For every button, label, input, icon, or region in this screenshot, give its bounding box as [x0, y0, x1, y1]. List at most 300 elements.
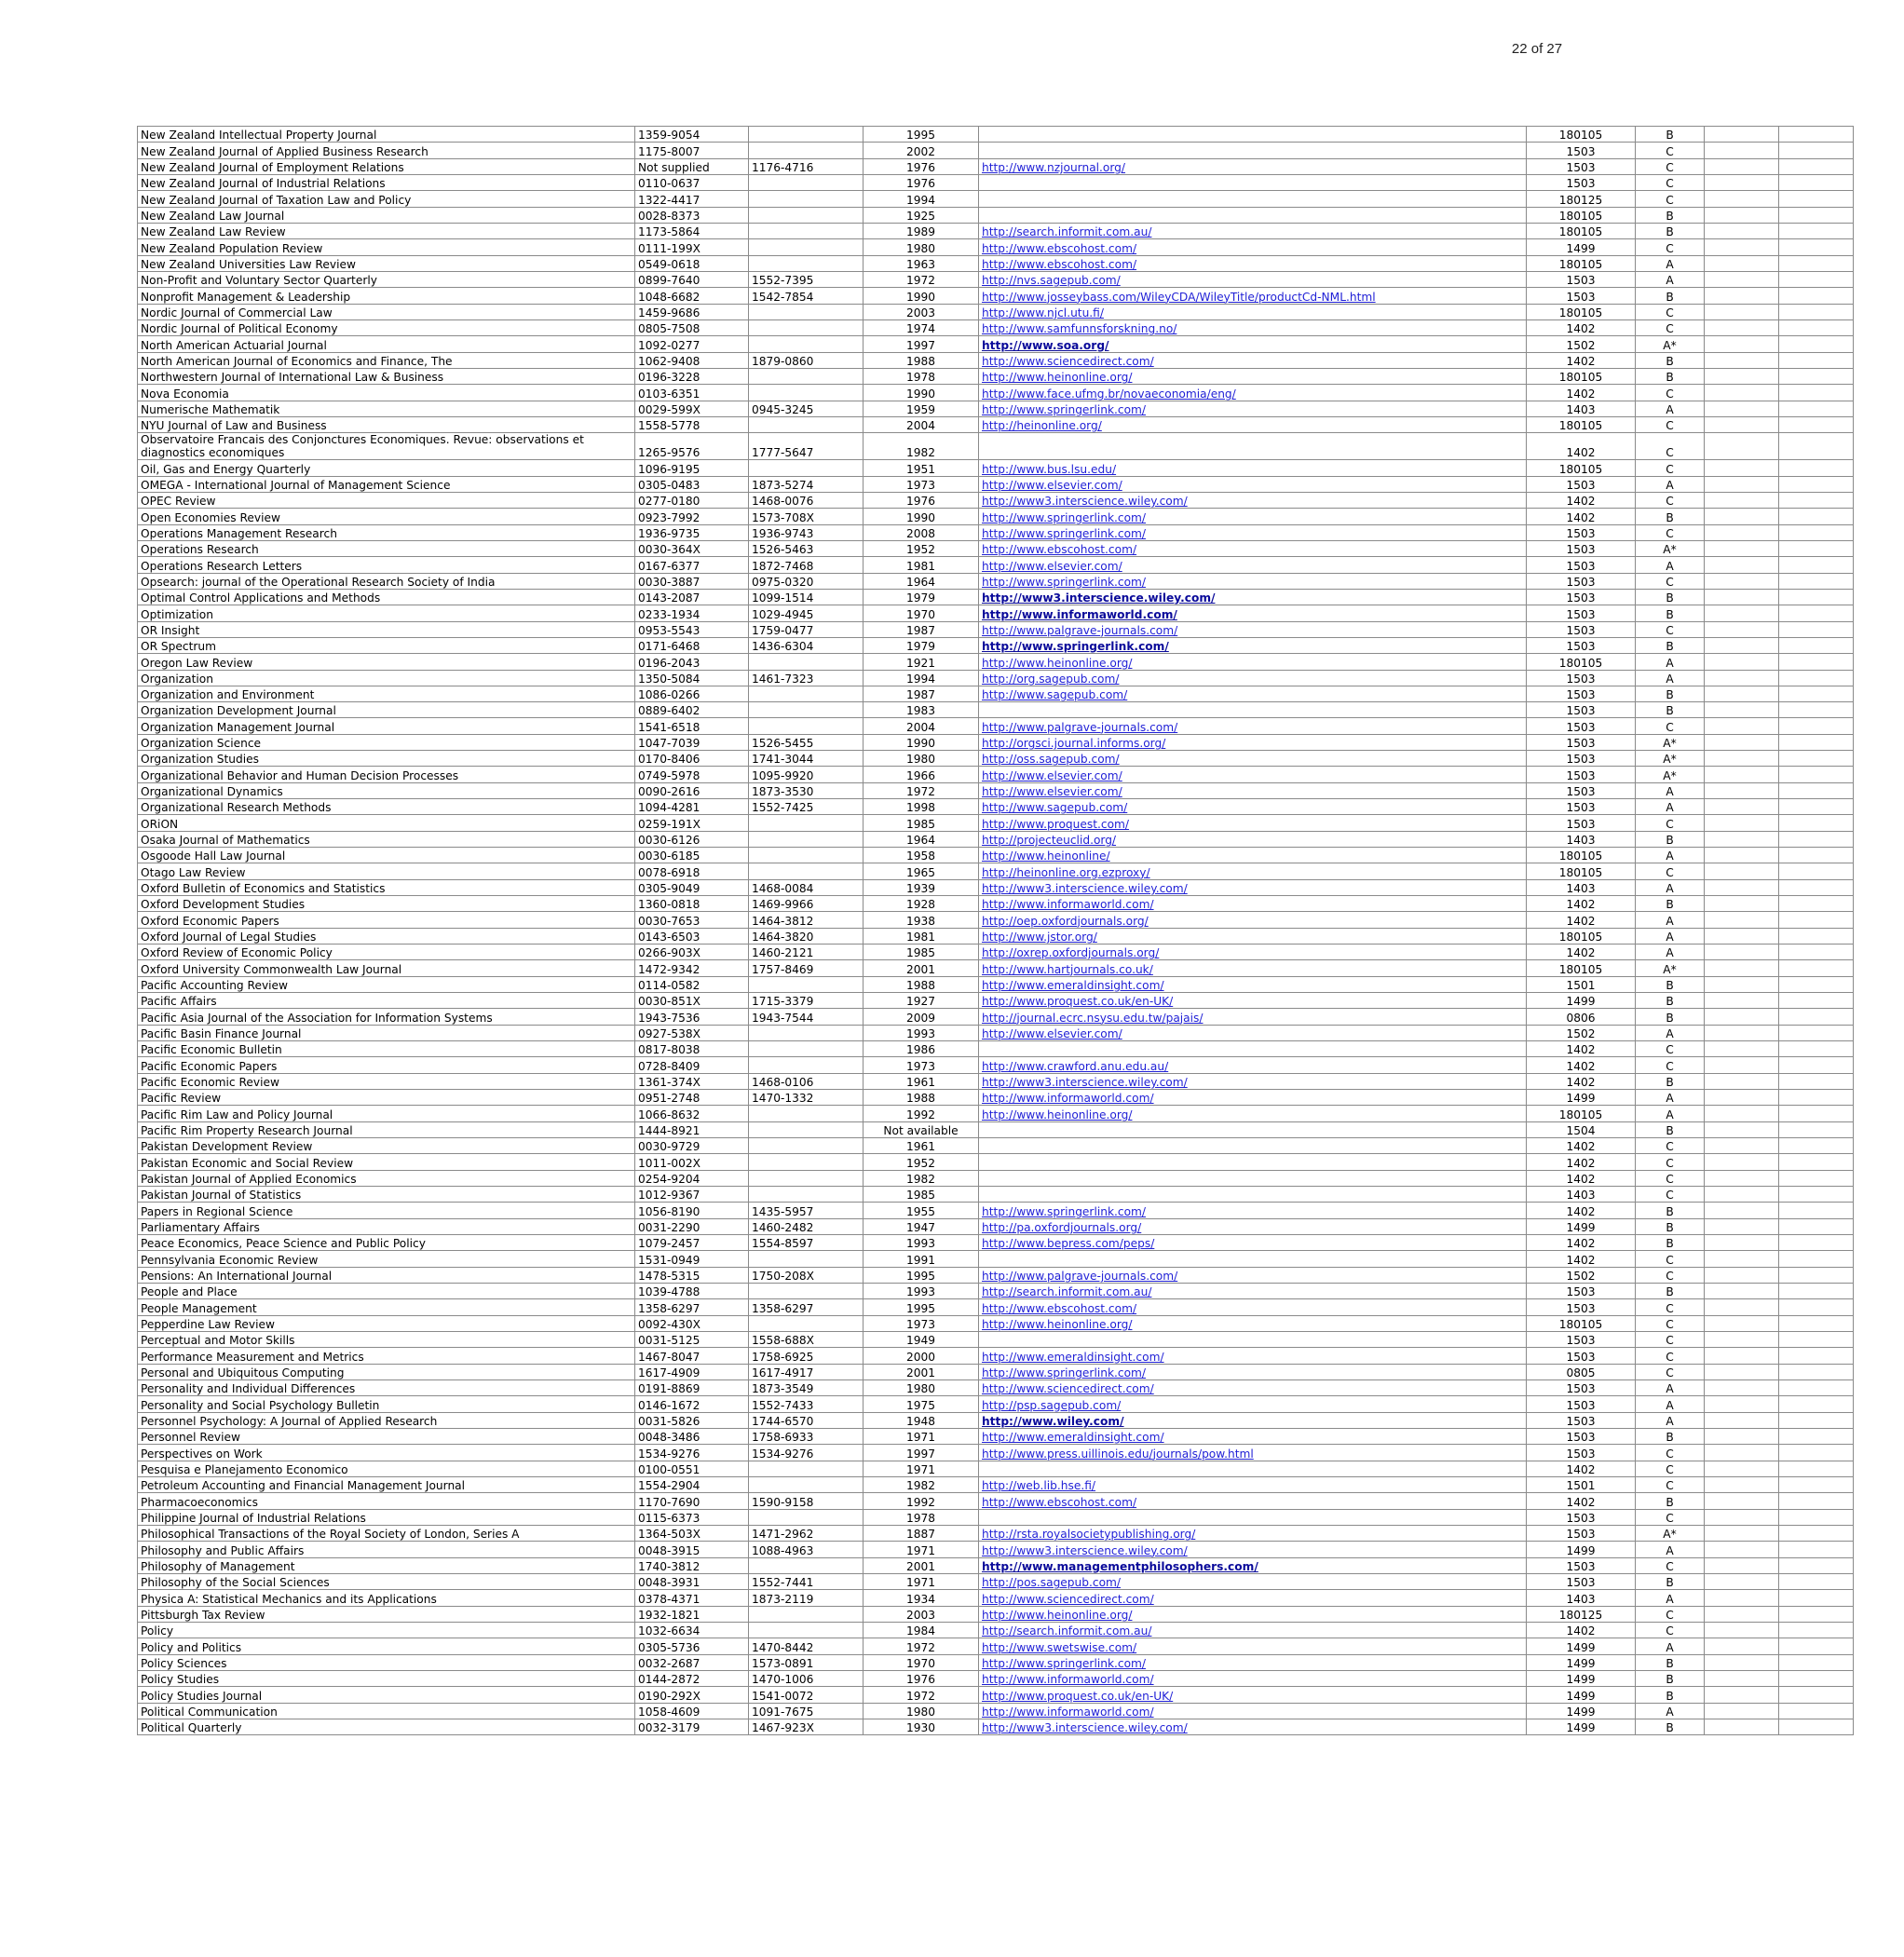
journal-link[interactable]: http://www.heinonline.org/	[982, 1317, 1133, 1331]
issn-print-cell: 0143-6503	[635, 928, 749, 944]
issn-online-cell: 1873-2119	[749, 1590, 864, 1606]
for-code-cell: 1503	[1527, 1379, 1636, 1395]
for-code-cell: 1503	[1527, 1412, 1636, 1428]
journal-link[interactable]: http://www3.interscience.wiley.com/	[982, 1721, 1188, 1735]
issn-print-cell: 1534-9276	[635, 1445, 749, 1461]
issn-online-cell	[749, 1138, 864, 1154]
journal-link[interactable]: http://www.elsevier.com/	[982, 559, 1122, 573]
empty-cell	[1779, 319, 1854, 335]
for-code-cell: 180125	[1527, 191, 1636, 207]
empty-cell	[1779, 1573, 1854, 1589]
journal-link[interactable]: http://projecteuclid.org/	[982, 834, 1117, 848]
year-cell: 1976	[864, 1670, 979, 1686]
year-cell: 1989	[864, 223, 979, 238]
journal-link[interactable]: http://heinonline.org.ezproxy/	[982, 865, 1150, 879]
empty-cell	[1705, 945, 1779, 960]
empty-cell	[1779, 1542, 1854, 1557]
for-code-cell: 1402	[1527, 896, 1636, 912]
rank-cell: B	[1636, 702, 1705, 718]
empty-cell	[1779, 223, 1854, 238]
journal-link[interactable]: http://www.sciencedirect.com/	[982, 354, 1154, 368]
url-cell	[979, 1670, 1527, 1686]
year-cell: 1975	[864, 1396, 979, 1412]
journal-link[interactable]: http://www.springerlink.com/	[982, 402, 1147, 416]
rank-cell: C	[1636, 319, 1705, 335]
for-code-cell: 1499	[1527, 239, 1636, 255]
year-cell: 1974	[864, 319, 979, 335]
issn-print-cell: 0259-191X	[635, 815, 749, 831]
url-cell	[979, 686, 1527, 701]
journal-title-cell: Oregon Law Review	[138, 654, 635, 670]
year-cell: 1990	[864, 734, 979, 750]
issn-print-cell: 0749-5978	[635, 767, 749, 782]
for-code-cell: 1402	[1527, 433, 1636, 460]
table-row	[138, 1170, 1854, 1186]
rank-cell: C	[1636, 1170, 1705, 1186]
empty-cell	[1705, 1379, 1779, 1395]
rank-cell: A	[1636, 670, 1705, 686]
table-row	[138, 239, 1854, 255]
journal-link[interactable]: http://www.emeraldinsight.com/	[982, 1431, 1164, 1445]
journal-link[interactable]: http://www.heinonline.org/	[982, 656, 1133, 670]
journal-title-cell: Performance Measurement and Metrics	[138, 1348, 635, 1364]
journal-link[interactable]: http://www.springerlink.com/	[982, 1204, 1147, 1218]
empty-cell	[1779, 1638, 1854, 1654]
table-row	[138, 191, 1854, 207]
issn-print-cell: 0196-2043	[635, 654, 749, 670]
journal-link[interactable]: http://web.lib.hse.fi/	[982, 1479, 1096, 1493]
url-cell	[979, 336, 1527, 352]
rank-cell: B	[1636, 1719, 1705, 1734]
year-cell: 1955	[864, 1203, 979, 1218]
empty-cell	[1705, 540, 1779, 556]
issn-online-cell: 1435-5957	[749, 1203, 864, 1218]
empty-cell	[1705, 912, 1779, 928]
url-cell	[979, 1203, 1527, 1218]
for-code-cell: 1503	[1527, 1283, 1636, 1298]
for-code-cell: 1402	[1527, 1493, 1636, 1509]
for-code-cell: 1503	[1527, 1525, 1636, 1541]
url-cell	[979, 1025, 1527, 1040]
issn-online-cell: 1467-923X	[749, 1719, 864, 1734]
empty-cell	[1779, 1719, 1854, 1734]
issn-online-cell	[749, 1041, 864, 1057]
issn-online-cell	[749, 207, 864, 223]
journal-link[interactable]: http://www.informaworld.com/	[982, 1673, 1154, 1687]
journal-title-cell: New Zealand Journal of Employment Relations	[138, 158, 635, 174]
for-code-cell: 180105	[1527, 928, 1636, 944]
journal-link[interactable]: http://www.proquest.co.uk/en-UK/	[982, 995, 1174, 1009]
issn-print-cell: 0171-6468	[635, 637, 749, 653]
table-row	[138, 1364, 1854, 1379]
journal-title-cell: Nonprofit Management & Leadership	[138, 288, 635, 304]
journal-link[interactable]: http://orgsci.journal.informs.org/	[982, 737, 1166, 751]
journal-link[interactable]: http://www.sciencedirect.com/	[982, 1382, 1154, 1396]
journal-link[interactable]: http://www.heinonline.org/	[982, 371, 1133, 385]
empty-cell	[1705, 1251, 1779, 1267]
journal-title-cell: Pacific Economic Papers	[138, 1057, 635, 1073]
url-cell	[979, 993, 1527, 1009]
issn-print-cell: 1936-9735	[635, 524, 749, 540]
issn-online-cell: 1573-708X	[749, 509, 864, 524]
journal-link[interactable]: http://nvs.sagepub.com/	[982, 274, 1121, 288]
journal-link[interactable]: http://www.ebscohost.com/	[982, 257, 1137, 271]
table-row	[138, 1493, 1854, 1509]
journal-link[interactable]: http://www.elsevier.com/	[982, 478, 1122, 492]
issn-online-cell	[749, 255, 864, 271]
empty-cell	[1705, 1590, 1779, 1606]
empty-cell	[1705, 476, 1779, 492]
issn-print-cell: 0817-8038	[635, 1041, 749, 1057]
journal-link[interactable]: http://www.elsevier.com/	[982, 1027, 1122, 1041]
journal-link[interactable]: http://www.bus.lsu.edu/	[982, 462, 1117, 476]
journal-link[interactable]: http://www.ebscohost.com/	[982, 1301, 1137, 1315]
for-code-cell: 180105	[1527, 304, 1636, 319]
empty-cell	[1705, 1445, 1779, 1461]
rank-cell: C	[1636, 1187, 1705, 1203]
table-row	[138, 702, 1854, 718]
for-code-cell: 1403	[1527, 879, 1636, 895]
table-row	[138, 207, 1854, 223]
journal-link[interactable]: http://www.palgrave-journals.com/	[982, 623, 1178, 637]
table-row	[138, 433, 1854, 460]
for-code-cell: 1503	[1527, 686, 1636, 701]
table-row	[138, 1445, 1854, 1461]
year-cell: 1973	[864, 476, 979, 492]
year-cell: 1987	[864, 621, 979, 637]
url-cell	[979, 540, 1527, 556]
year-cell: 1985	[864, 945, 979, 960]
empty-cell	[1705, 589, 1779, 605]
journal-link[interactable]: http://www.ebscohost.com/	[982, 241, 1137, 255]
empty-cell	[1705, 976, 1779, 992]
issn-print-cell: 0266-903X	[635, 945, 749, 960]
empty-cell	[1705, 509, 1779, 524]
empty-cell	[1705, 1121, 1779, 1137]
journal-link[interactable]: http://www.managementphilosophers.com/	[982, 1559, 1258, 1573]
journal-link[interactable]: http://www.springerlink.com/	[982, 1366, 1147, 1379]
journal-link[interactable]: http://www.swetswise.com/	[982, 1640, 1137, 1654]
journal-link[interactable]: http://www.ebscohost.com/	[982, 1495, 1137, 1509]
issn-print-cell: 0277-0180	[635, 492, 749, 508]
year-cell: 2001	[864, 1364, 979, 1379]
empty-cell	[1705, 1525, 1779, 1541]
journal-title-cell: OPEC Review	[138, 492, 635, 508]
issn-online-cell: 1526-5455	[749, 734, 864, 750]
year-cell: 2001	[864, 1557, 979, 1573]
year-cell: 1993	[864, 1283, 979, 1298]
year-cell: 1994	[864, 191, 979, 207]
journal-link[interactable]: http://oep.oxfordjournals.org/	[982, 914, 1149, 928]
url-cell	[979, 223, 1527, 238]
journal-link[interactable]: http://www3.interscience.wiley.com/	[982, 1543, 1188, 1557]
table-row	[138, 1509, 1854, 1525]
journal-link[interactable]: http://oss.sagepub.com/	[982, 753, 1120, 767]
journal-link[interactable]: http://www.nzjournal.org/	[982, 160, 1126, 174]
for-code-cell: 1503	[1527, 702, 1636, 718]
url-cell	[979, 385, 1527, 401]
rank-cell: B	[1636, 589, 1705, 605]
rank-cell: C	[1636, 1445, 1705, 1461]
journal-link[interactable]: http://www.bepress.com/peps/	[982, 1237, 1155, 1251]
journal-title-cell: New Zealand Law Journal	[138, 207, 635, 223]
year-cell: 2004	[864, 416, 979, 432]
journal-link[interactable]: http://www3.interscience.wiley.com/	[982, 495, 1188, 509]
issn-print-cell: 0191-8869	[635, 1379, 749, 1395]
empty-cell	[1705, 385, 1779, 401]
empty-cell	[1705, 1041, 1779, 1057]
issn-online-cell	[749, 416, 864, 432]
rank-cell: A	[1636, 945, 1705, 960]
issn-print-cell: 1066-8632	[635, 1106, 749, 1121]
empty-cell	[1779, 848, 1854, 863]
journal-link[interactable]: http://www.informaworld.com/	[982, 1705, 1154, 1719]
for-code-cell: 1503	[1527, 573, 1636, 589]
journal-title-cell: Pittsburgh Tax Review	[138, 1606, 635, 1622]
journal-title-cell: Operations Research Letters	[138, 557, 635, 573]
empty-cell	[1705, 1428, 1779, 1444]
issn-print-cell: 1740-3812	[635, 1557, 749, 1573]
url-cell	[979, 621, 1527, 637]
journal-link[interactable]: http://www.njcl.utu.fi/	[982, 306, 1104, 319]
journal-link[interactable]: http://www3.interscience.wiley.com/	[982, 1076, 1188, 1090]
journal-link[interactable]: http://www.sciencedirect.com/	[982, 1592, 1154, 1606]
journal-title-cell: Perspectives on Work	[138, 1445, 635, 1461]
empty-cell	[1705, 304, 1779, 319]
journal-link[interactable]: http://www.palgrave-journals.com/	[982, 720, 1178, 734]
empty-cell	[1779, 557, 1854, 573]
url-cell	[979, 799, 1527, 815]
url-cell	[979, 557, 1527, 573]
empty-cell	[1779, 255, 1854, 271]
empty-cell	[1705, 557, 1779, 573]
journal-link[interactable]: http://www.heinonline.org/	[982, 1608, 1133, 1622]
for-code-cell: 1503	[1527, 589, 1636, 605]
rank-cell: A*	[1636, 1525, 1705, 1541]
journal-title-cell: NYU Journal of Law and Business	[138, 416, 635, 432]
year-cell: 1972	[864, 1687, 979, 1703]
journal-link[interactable]: http://search.informit.com.au/	[982, 1624, 1152, 1638]
year-cell: 2003	[864, 304, 979, 319]
rank-cell: B	[1636, 509, 1705, 524]
issn-online-cell: 1358-6297	[749, 1299, 864, 1315]
empty-cell	[1705, 654, 1779, 670]
url-cell	[979, 1154, 1527, 1170]
rank-cell: B	[1636, 1493, 1705, 1509]
empty-cell	[1705, 336, 1779, 352]
journal-link[interactable]: http://www.springerlink.com/	[982, 1656, 1147, 1670]
journal-link[interactable]: http://www.sagepub.com/	[982, 688, 1128, 702]
rank-cell: B	[1636, 352, 1705, 368]
journal-link[interactable]: http://www.springerlink.com/	[982, 526, 1147, 540]
table-row	[138, 1315, 1854, 1331]
journal-link[interactable]: http://www.emeraldinsight.com/	[982, 979, 1164, 993]
empty-cell	[1705, 1396, 1779, 1412]
journal-link[interactable]: http://org.sagepub.com/	[982, 672, 1120, 686]
rank-cell: C	[1636, 1348, 1705, 1364]
journal-link[interactable]: http://www.ebscohost.com/	[982, 543, 1137, 557]
empty-cell	[1779, 1121, 1854, 1137]
journal-link[interactable]: http://www3.interscience.wiley.com/	[982, 882, 1188, 896]
year-cell: 1961	[864, 1073, 979, 1089]
for-code-cell: 1402	[1527, 352, 1636, 368]
journal-title-cell: Opsearch: journal of the Operational Research Society of India	[138, 573, 635, 589]
issn-print-cell: 1048-6682	[635, 288, 749, 304]
empty-cell	[1705, 1170, 1779, 1186]
year-cell: 1988	[864, 352, 979, 368]
issn-print-cell: 0170-8406	[635, 751, 749, 767]
issn-online-cell: 1470-1006	[749, 1670, 864, 1686]
issn-online-cell	[749, 831, 864, 847]
journal-link[interactable]: http://www.soa.org/	[982, 338, 1109, 352]
empty-cell	[1705, 621, 1779, 637]
journal-link[interactable]: http://www.springerlink.com/	[982, 640, 1169, 654]
journal-link[interactable]: http://www.hartjournals.co.uk/	[982, 962, 1153, 976]
table-row	[138, 1622, 1854, 1638]
journal-link[interactable]: http://www.samfunnsforskning.no/	[982, 322, 1177, 336]
issn-print-cell: 1617-4909	[635, 1364, 749, 1379]
for-code-cell: 1503	[1527, 767, 1636, 782]
journal-link[interactable]: http://www.informaworld.com/	[982, 1092, 1154, 1106]
journal-link[interactable]: http://www.crawford.anu.edu.au/	[982, 1059, 1169, 1073]
issn-online-cell: 1936-9743	[749, 524, 864, 540]
empty-cell	[1705, 863, 1779, 879]
empty-cell	[1705, 1493, 1779, 1509]
issn-online-cell: 1590-9158	[749, 1493, 864, 1509]
issn-print-cell: 0029-599X	[635, 401, 749, 416]
journal-link[interactable]: http://journal.ecrc.nsysu.edu.tw/pajais/	[982, 1011, 1204, 1025]
url-cell	[979, 896, 1527, 912]
empty-cell	[1779, 573, 1854, 589]
empty-cell	[1779, 1364, 1854, 1379]
issn-print-cell: 1175-8007	[635, 143, 749, 158]
year-cell: 1965	[864, 863, 979, 879]
for-code-cell: 180105	[1527, 863, 1636, 879]
journal-link[interactable]: http://pos.sagepub.com/	[982, 1576, 1122, 1590]
issn-print-cell: 1459-9686	[635, 304, 749, 319]
empty-cell	[1779, 460, 1854, 476]
journal-title-cell: Policy	[138, 1622, 635, 1638]
rank-cell: B	[1636, 1073, 1705, 1089]
year-cell: 1921	[864, 654, 979, 670]
journal-title-cell: Pepperdine Law Review	[138, 1315, 635, 1331]
journal-link[interactable]: http://www.proquest.co.uk/en-UK/	[982, 1689, 1174, 1703]
journal-link[interactable]: http://www.springerlink.com/	[982, 510, 1147, 524]
journal-link[interactable]: http://www.face.ufmg.br/novaeconomia/eng/	[982, 387, 1236, 401]
empty-cell	[1779, 509, 1854, 524]
url-cell	[979, 509, 1527, 524]
year-cell: 1993	[864, 1234, 979, 1250]
journal-link[interactable]: http://www.palgrave-journals.com/	[982, 1269, 1178, 1283]
year-cell: 2008	[864, 524, 979, 540]
journal-link[interactable]: http://psp.sagepub.com/	[982, 1398, 1122, 1412]
empty-cell	[1705, 460, 1779, 476]
rank-cell: B	[1636, 1203, 1705, 1218]
for-code-cell: 180105	[1527, 1106, 1636, 1121]
journal-link[interactable]: http://pa.oxfordjournals.org/	[982, 1220, 1142, 1234]
journal-link[interactable]: http://rsta.royalsocietypublishing.org/	[982, 1528, 1196, 1542]
journal-link[interactable]: http://www.informaworld.com/	[982, 607, 1177, 621]
table-row	[138, 1525, 1854, 1541]
journal-link[interactable]: http://www.elsevier.com/	[982, 768, 1122, 782]
table-row	[138, 1557, 1854, 1573]
journal-title-cell: Pesquisa e Planejamento Economico	[138, 1461, 635, 1476]
journal-link[interactable]: http://www3.interscience.wiley.com/	[982, 591, 1216, 605]
issn-online-cell	[749, 1154, 864, 1170]
journal-link[interactable]: http://www.sagepub.com/	[982, 801, 1128, 815]
table-row	[138, 1073, 1854, 1089]
table-row	[138, 1687, 1854, 1703]
journal-title-cell: North American Actuarial Journal	[138, 336, 635, 352]
journal-link[interactable]: http://www.jstor.org/	[982, 931, 1097, 945]
journal-link[interactable]: http://www.emeraldinsight.com/	[982, 1350, 1164, 1364]
issn-online-cell: 1468-0106	[749, 1073, 864, 1089]
for-code-cell: 0805	[1527, 1364, 1636, 1379]
journal-link[interactable]: http://search.informit.com.au/	[982, 1285, 1152, 1299]
journal-link[interactable]: http://www.heinonline/	[982, 849, 1110, 863]
for-code-cell: 1402	[1527, 1234, 1636, 1250]
journal-link[interactable]: http://www.wiley.com/	[982, 1414, 1124, 1428]
rank-cell: C	[1636, 1057, 1705, 1073]
journal-link[interactable]: http://www.josseybass.com/WileyCDA/WileyTitle/productCd-NML.html	[982, 290, 1376, 304]
for-code-cell: 1502	[1527, 336, 1636, 352]
issn-online-cell: 1464-3812	[749, 912, 864, 928]
url-cell	[979, 1218, 1527, 1234]
journal-link[interactable]: http://oxrep.oxfordjournals.org/	[982, 946, 1160, 960]
empty-cell	[1779, 879, 1854, 895]
issn-online-cell: 1617-4917	[749, 1364, 864, 1379]
issn-online-cell: 1526-5463	[749, 540, 864, 556]
year-cell: 1980	[864, 751, 979, 767]
journal-link[interactable]: http://www.springerlink.com/	[982, 575, 1147, 589]
rank-cell: C	[1636, 718, 1705, 734]
empty-cell	[1705, 1412, 1779, 1428]
issn-online-cell: 1741-3044	[749, 751, 864, 767]
for-code-cell: 180105	[1527, 255, 1636, 271]
issn-print-cell: 1047-7039	[635, 734, 749, 750]
journal-title-cell: People Management	[138, 1299, 635, 1315]
url-cell	[979, 1445, 1527, 1461]
journal-link[interactable]: http://www.proquest.com/	[982, 817, 1130, 831]
for-code-cell: 1503	[1527, 271, 1636, 287]
journal-link[interactable]: http://www.heinonline.org/	[982, 1108, 1133, 1121]
journal-link[interactable]: http://heinonline.org/	[982, 419, 1102, 433]
empty-cell	[1705, 1542, 1779, 1557]
issn-online-cell	[749, 1170, 864, 1186]
rank-cell: A	[1636, 782, 1705, 798]
year-cell: 1979	[864, 637, 979, 653]
journal-link[interactable]: http://www.informaworld.com/	[982, 898, 1154, 912]
journal-title-cell: Perceptual and Motor Skills	[138, 1331, 635, 1347]
rank-cell: C	[1636, 1267, 1705, 1283]
url-cell	[979, 831, 1527, 847]
empty-cell	[1779, 945, 1854, 960]
table-row	[138, 476, 1854, 492]
issn-online-cell: 1873-3549	[749, 1379, 864, 1395]
for-code-cell: 1503	[1527, 1299, 1636, 1315]
table-row	[138, 799, 1854, 815]
url-cell	[979, 1461, 1527, 1476]
for-code-cell: 1403	[1527, 831, 1636, 847]
journal-link[interactable]: http://search.informit.com.au/	[982, 225, 1152, 239]
journal-link[interactable]: http://www.elsevier.com/	[982, 785, 1122, 799]
year-cell: 1982	[864, 433, 979, 460]
issn-print-cell: 1541-6518	[635, 718, 749, 734]
table-row	[138, 158, 1854, 174]
journal-title-cell: Parliamentary Affairs	[138, 1218, 635, 1234]
empty-cell	[1779, 1041, 1854, 1057]
journal-link[interactable]: http://www.press.uillinois.edu/journals/pow.html	[982, 1447, 1254, 1461]
